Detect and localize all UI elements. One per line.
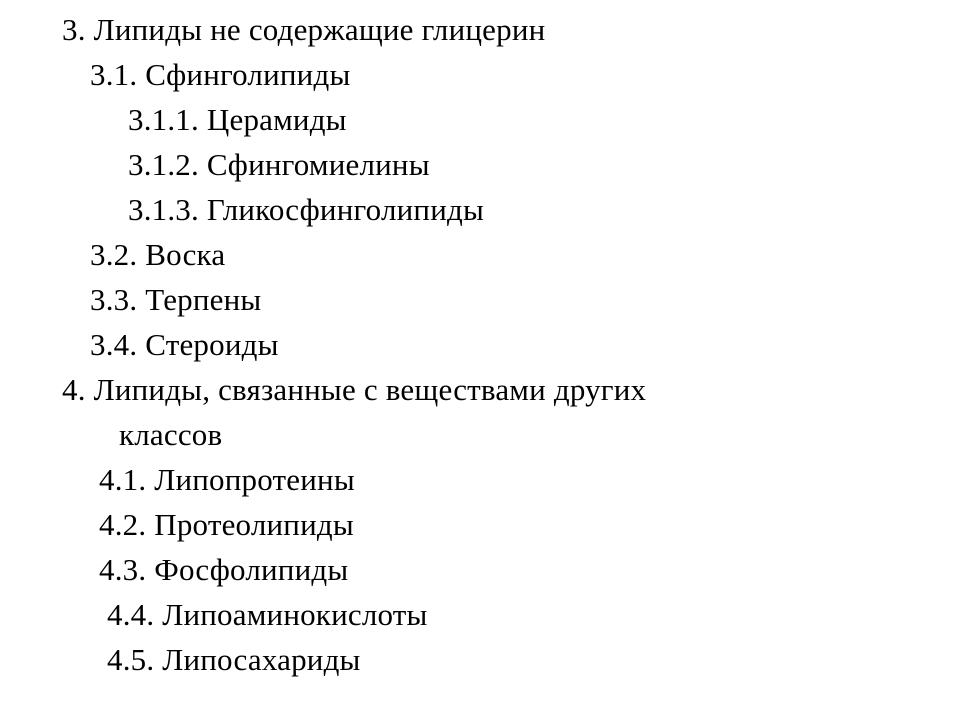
outline-item-3-heading: 3. Липиды не содержащие глицерин	[62, 12, 546, 47]
outline-item-3-1: 3.1. Сфинголипиды	[90, 57, 351, 92]
outline-item-4-1: 4.1. Липопротеины	[99, 462, 355, 497]
outline-item-4-heading: 4. Липиды, связанные с веществами других	[62, 372, 647, 407]
outline-item-3-4: 3.4. Стероиды	[90, 327, 279, 362]
outline-item-3-2: 3.2. Воска	[90, 237, 226, 272]
outline-item-3-3: 3.3. Терпены	[90, 282, 262, 317]
outline-item-3-1-1: 3.1.1. Церамиды	[128, 102, 347, 137]
outline-item-4-5: 4.5. Липосахариды	[107, 642, 361, 677]
outline-item-3-1-3: 3.1.3. Гликосфинголипиды	[128, 192, 484, 227]
outline-item-4-3: 4.3. Фосфолипиды	[99, 552, 349, 587]
outline-item-4-4: 4.4. Липоаминокислоты	[107, 597, 428, 632]
outline-item-4-2: 4.2. Протеолипиды	[99, 507, 354, 542]
outline-item-4-heading-cont: классов	[119, 417, 223, 452]
outline-item-3-1-2: 3.1.2. Сфингомиелины	[128, 147, 430, 182]
